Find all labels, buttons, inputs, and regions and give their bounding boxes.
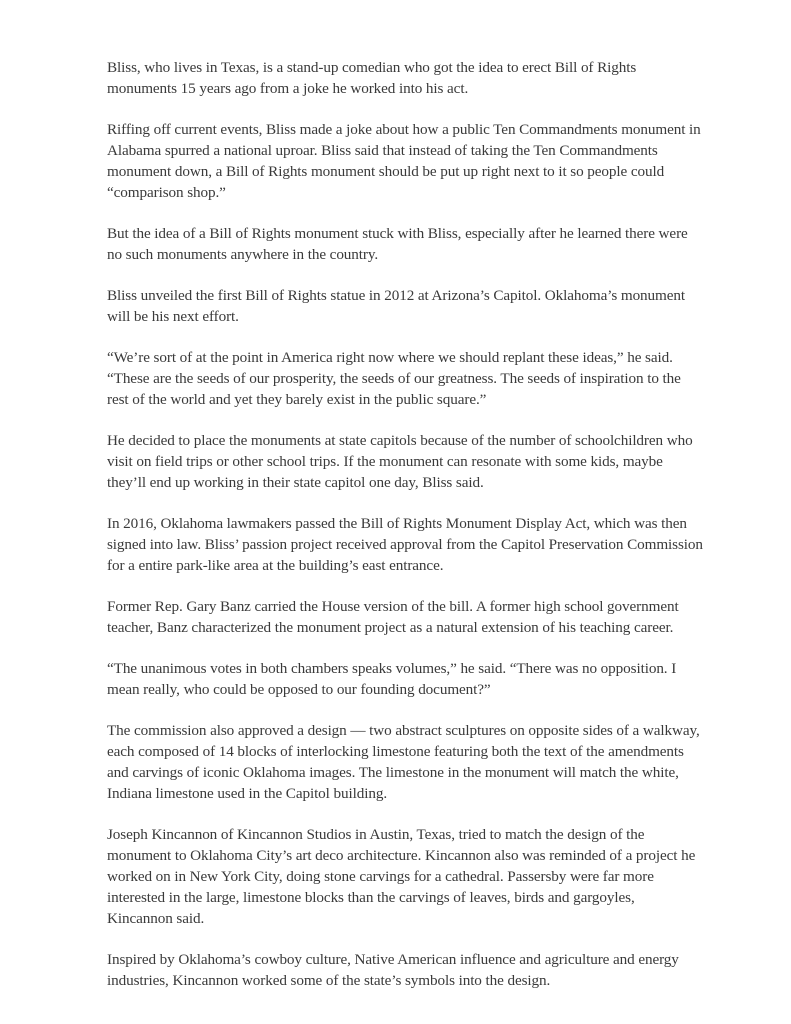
- article-paragraph: “The unanimous votes in both chambers speaks volumes,” he said. “There was no opposition. I mean really, who could be opposed to our founding document?”: [107, 660, 677, 698]
- article-paragraph: He decided to place the monuments at state capitols because of the number of schoolchildren who visit on field trips or other school trips. If the monument can resonate with some kids, maybe they’ll end up working in their state capitol one day, Bliss said.: [107, 432, 693, 491]
- article-paragraph: Joseph Kincannon of Kincannon Studios in Austin, Texas, tried to match the design of the monument to Oklahoma City’s art deco architecture. Kincannon also was reminded of a project he worked on in New York City, doing stone carvings for a cathedral. Passersby were far more interested in the large, limestone blocks than the carvings of leaves, birds and gargoyles, Kincannon said.: [107, 826, 696, 927]
- article-paragraph: Bliss, who lives in Texas, is a stand-up comedian who got the idea to erect Bill of Rights monuments 15 years ago from a joke he worked into his act.: [107, 59, 637, 97]
- article-paragraph: Inspired by Oklahoma’s cowboy culture, Native American influence and agriculture and energy industries, Kincannon worked some of the state’s symbols into the design.: [107, 951, 679, 989]
- article-paragraph: Former Rep. Gary Banz carried the House version of the bill. A former high school government teacher, Banz characterized the monument project as a natural extension of his teaching career.: [107, 598, 679, 636]
- article-paragraph: But the idea of a Bill of Rights monument stuck with Bliss, especially after he learned there were no such monuments anywhere in the country.: [107, 225, 688, 263]
- article-paragraph: In 2016, Oklahoma lawmakers passed the Bill of Rights Monument Display Act, which was then signed into law. Bliss’ passion project received approval from the Capitol Preservation Commission for a entire park-like area at the building’s east entrance.: [107, 515, 703, 574]
- article-paragraph: The commission also approved a design — two abstract sculptures on opposite sides of a walkway, each composed of 14 blocks of interlocking limestone featuring both the text of the amendments and carvings of iconic Oklahoma images. The limestone in the monument will match the white, Indiana limestone used in the Capitol building.: [107, 722, 700, 802]
- article-paragraph: Riffing off current events, Bliss made a joke about how a public Ten Commandments monument in Alabama spurred a national uproar. Bliss said that instead of taking the Ten Commandments monument down, a Bill of Rights monument should be put up right next to it so people could “comparison shop.”: [107, 121, 701, 201]
- article-paragraph: Bliss unveiled the first Bill of Rights statue in 2012 at Arizona’s Capitol. Oklahoma’s monument will be his next effort.: [107, 287, 686, 325]
- article-paragraph: “We’re sort of at the point in America right now where we should replant these ideas,” he said. “These are the seeds of our prosperity, the seeds of our greatness. The seeds of inspiration to the rest of the world and yet they barely exist in the public square.”: [107, 349, 681, 408]
